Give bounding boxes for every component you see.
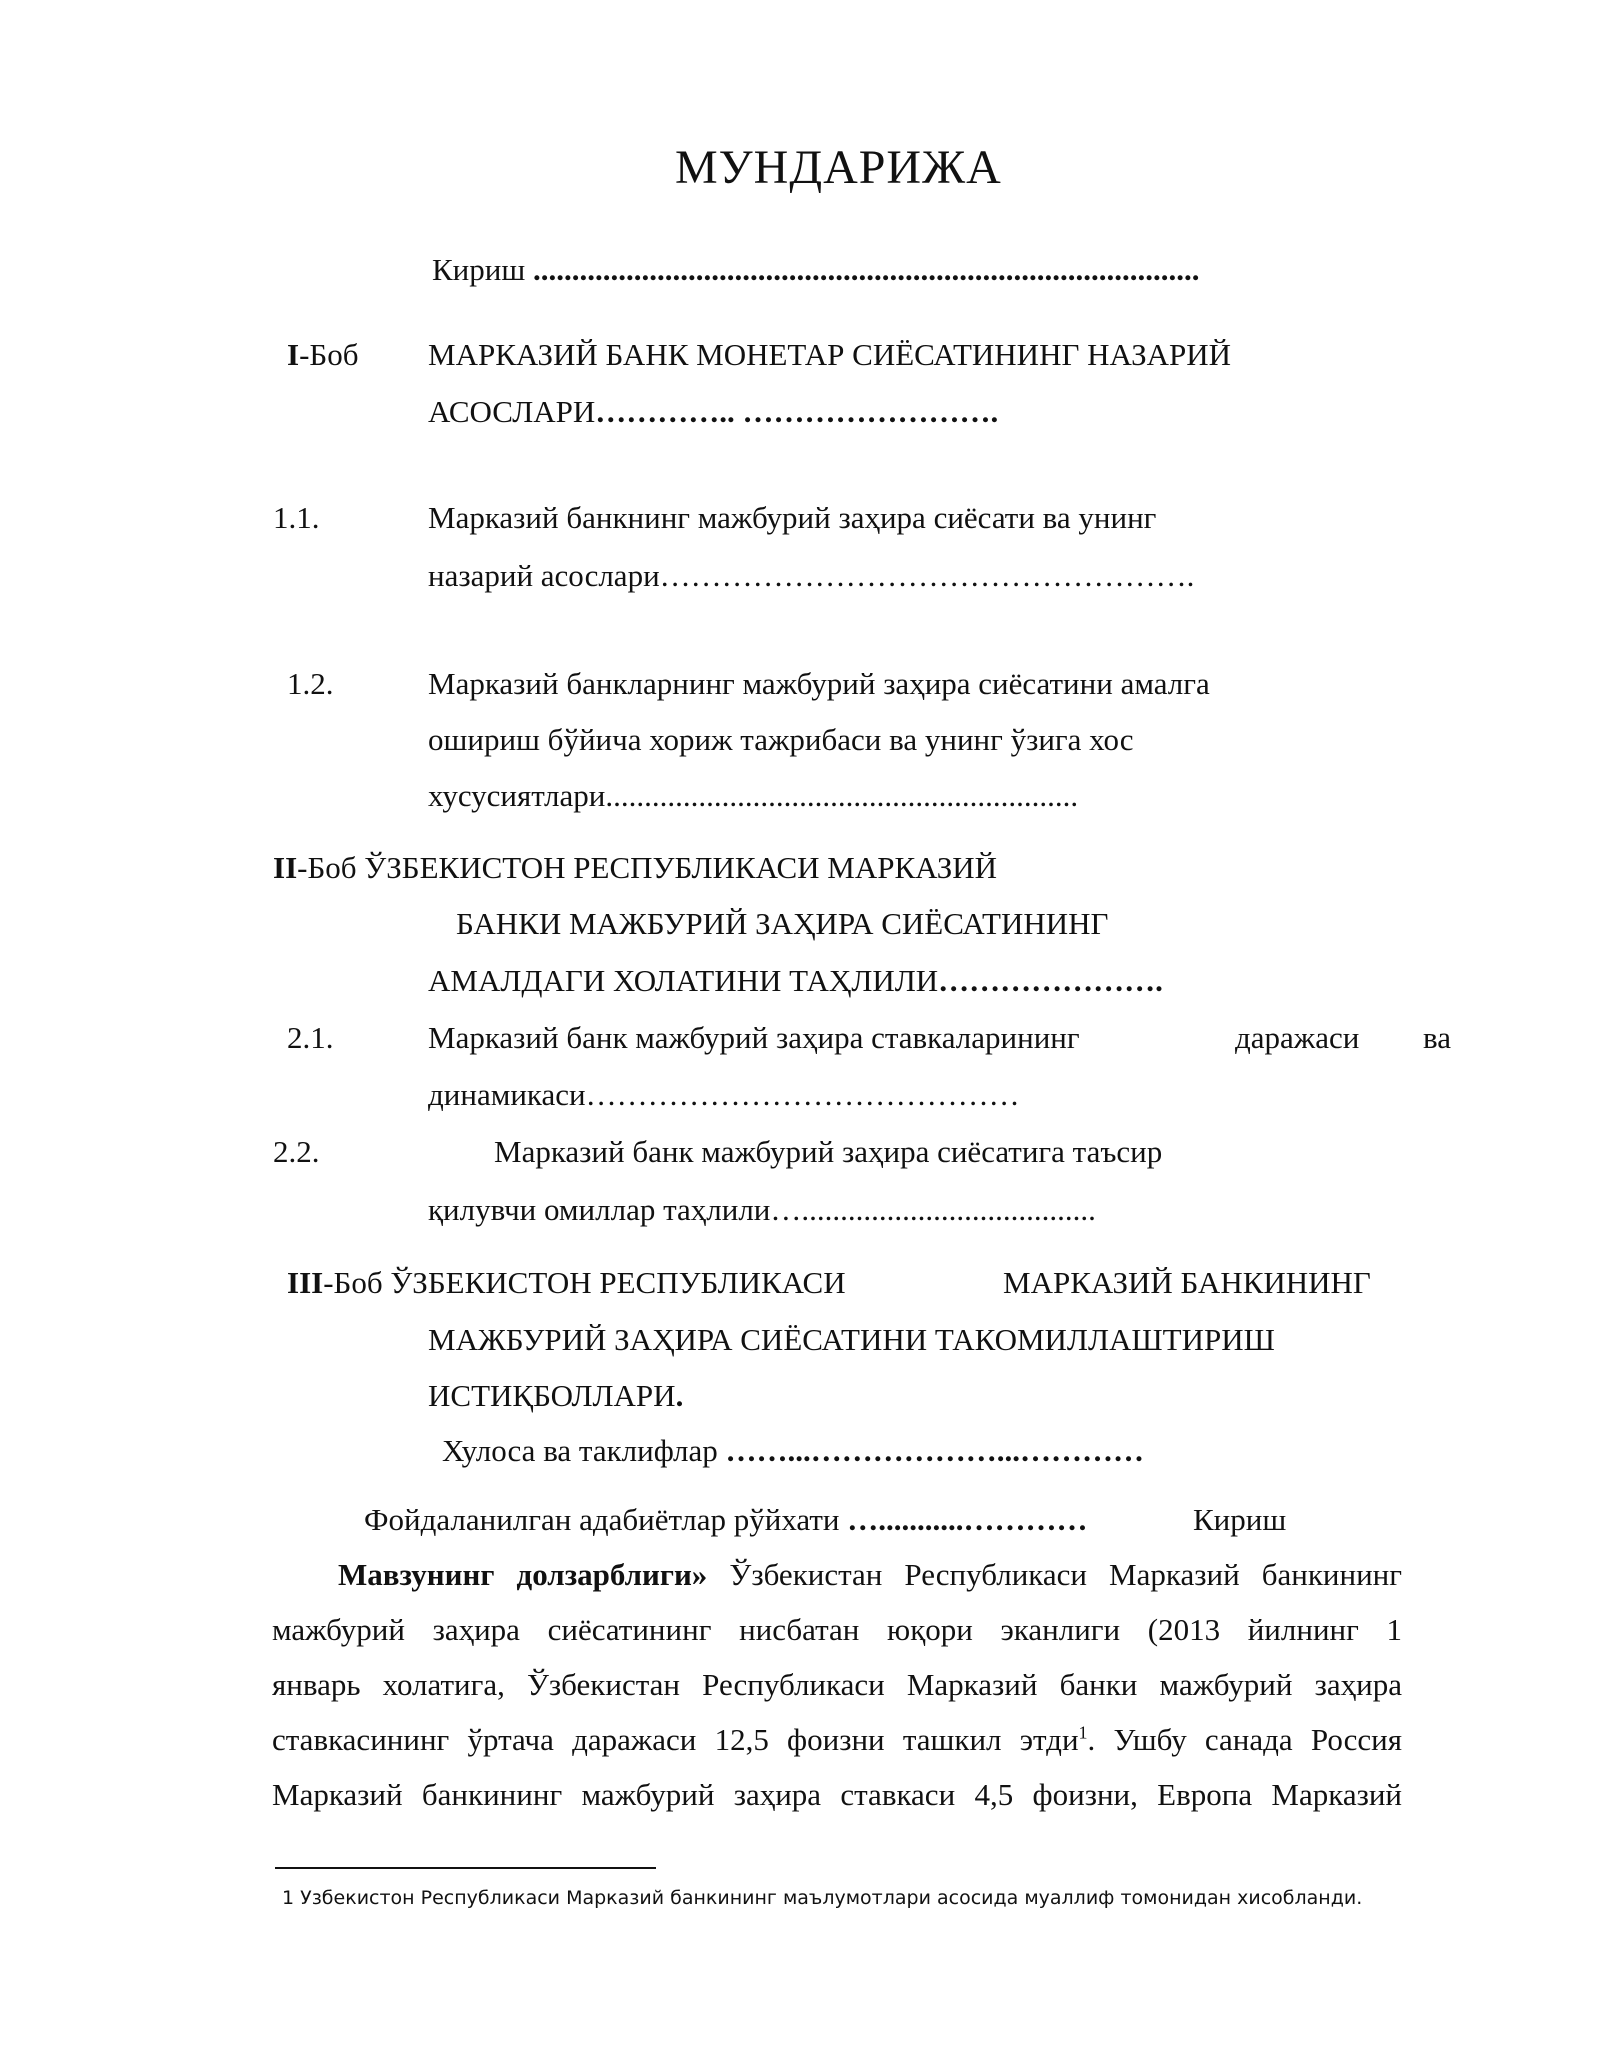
body-line-5: Марказий банкининг мажбурий заҳира ставкаси 4,5 фоизни, Европа Марказий: [272, 1777, 1402, 1812]
body-line-3: январь холатига, Ўзбекистан Республикаси Марказий банки мажбурий заҳира: [272, 1667, 1402, 1702]
toc-ch1-label: -Боб: [299, 337, 359, 372]
toc-ch1-line2-dots: ………….. …………………….: [595, 394, 999, 429]
toc-ch3-title-line3: [428, 1376, 683, 1416]
toc-ch1-title-line2: [428, 392, 998, 432]
footnote-ref: 1: [1078, 1722, 1088, 1743]
toc-s22-line2: қилувчи омиллар таҳлили…......................................: [428, 1192, 1096, 1227]
footnote-separator: [275, 1867, 656, 1869]
toc-s21-number: 2.1.: [287, 1020, 334, 1055]
body-line-1: [338, 1555, 1402, 1595]
toc-s12-line3: хусусиятлари.............................................................: [428, 778, 1079, 813]
toc-references-label: Фойдаланилган адабиётлар рўйхати: [364, 1502, 840, 1537]
toc-s21-line1b: даражаси: [1235, 1020, 1360, 1055]
footnote-text: 1 Узбекистон Республикаси Марказий банкининг маълумотлари асосида муаллиф томонидан хисобланди.: [282, 1887, 1363, 1909]
toc-ch3-label: -Боб: [323, 1265, 383, 1300]
toc-s11-line2: назарий асослари…………………………………………….: [428, 558, 1195, 593]
toc-conclusion: [442, 1431, 1144, 1471]
toc-ch3-title-line1a: ЎЗБЕКИСТОН РЕСПУБЛИКАСИ: [390, 1265, 846, 1300]
toc-references: [364, 1500, 1088, 1540]
toc-ch1-line2-text: АСОСЛАРИ: [428, 394, 596, 429]
intro-heading: Кириш: [1193, 1502, 1287, 1537]
toc-conclusion-label: Хулоса ва таклифлар: [442, 1433, 718, 1468]
toc-s22-number: 2.2.: [273, 1134, 320, 1169]
toc-ch3-roman: III: [287, 1265, 324, 1300]
toc-ch2-roman: II: [273, 850, 298, 885]
toc-intro-label: Кириш: [432, 252, 526, 287]
toc-ch1-number: [287, 335, 358, 375]
toc-conclusion-dots: ……...………………...…………: [725, 1433, 1145, 1468]
toc-ch2-title-line3: [428, 961, 1163, 1001]
toc-ch2-title-line2: БАНКИ МАЖБУРИЙ ЗАҲИРА СИЁСАТИНИНГ: [456, 906, 1109, 941]
toc-s11-line1: Марказий банкнинг мажбурий заҳира сиёсати ва унинг: [428, 500, 1157, 535]
toc-ch3-title-line1b: МАРКАЗИЙ БАНКИНИНГ: [1003, 1265, 1371, 1300]
toc-title: МУНДАРИЖА: [675, 141, 1002, 194]
toc-ch2-line1: [273, 848, 997, 888]
toc-ch2-line3-text: АМАЛДАГИ ХОЛАТИНИ ТАҲЛИЛИ: [428, 963, 939, 998]
toc-s21-line1c: ва: [1423, 1020, 1451, 1055]
body-line-4a: ставкасининг ўртача даражаси 12,5 фоизни ташкил этди: [272, 1722, 1079, 1757]
body-line-4b: . Ушбу санада Россия: [1087, 1722, 1402, 1757]
toc-intro-dots: ......................................................................................: [532, 252, 1200, 287]
toc-ch3-line1: [287, 1263, 846, 1303]
toc-s21-line1a: Марказий банк мажбурий заҳира ставкаларининг: [428, 1020, 1080, 1055]
body-line-1-rest: Ўзбекистан Республикаси Марказий банкининг: [707, 1557, 1402, 1592]
toc-intro: [432, 250, 1199, 290]
toc-ch2-label: -Боб: [297, 850, 357, 885]
toc-s12-line2: ошириш бўйича хориж тажрибаси ва унинг ўзига хос: [428, 722, 1134, 757]
toc-ch3-title-line2: МАЖБУРИЙ ЗАҲИРА СИЁСАТИНИ ТАКОМИЛЛАШТИРИШ: [428, 1322, 1275, 1357]
body-lead: Мавзунинг долзарблиги»: [338, 1557, 708, 1592]
toc-s11-number: 1.1.: [273, 500, 320, 535]
toc-ch1-roman: I: [287, 337, 300, 372]
body-line-2: мажбурий заҳира сиёсатининг нисбатан юқори эканлиги (2013 йилнинг 1: [272, 1612, 1402, 1647]
toc-s22-line1: Марказий банк мажбурий заҳира сиёсатига таъсир: [494, 1134, 1163, 1169]
toc-ch3-line3-text: ИСТИҚБОЛЛАРИ: [428, 1378, 676, 1413]
toc-s21-line2: динамикаси……………………………………: [428, 1077, 1020, 1112]
toc-references-dots: …...........…………: [847, 1502, 1088, 1537]
toc-s12-line1: Марказий банкларнинг мажбурий заҳира сиёсатини амалга: [428, 666, 1210, 701]
toc-s12-number: 1.2.: [287, 666, 334, 701]
toc-ch2-title-line1: ЎЗБЕКИСТОН РЕСПУБЛИКАСИ МАРКАЗИЙ: [364, 850, 998, 885]
toc-ch2-line3-dots: ………………….: [938, 963, 1163, 998]
body-line-4: [272, 1720, 1402, 1760]
toc-ch1-title-line1: МАРКАЗИЙ БАНК МОНЕТАР СИЁСАТИНИНГ НАЗАРИЙ: [428, 337, 1232, 372]
toc-ch3-line3-end: .: [675, 1378, 684, 1413]
